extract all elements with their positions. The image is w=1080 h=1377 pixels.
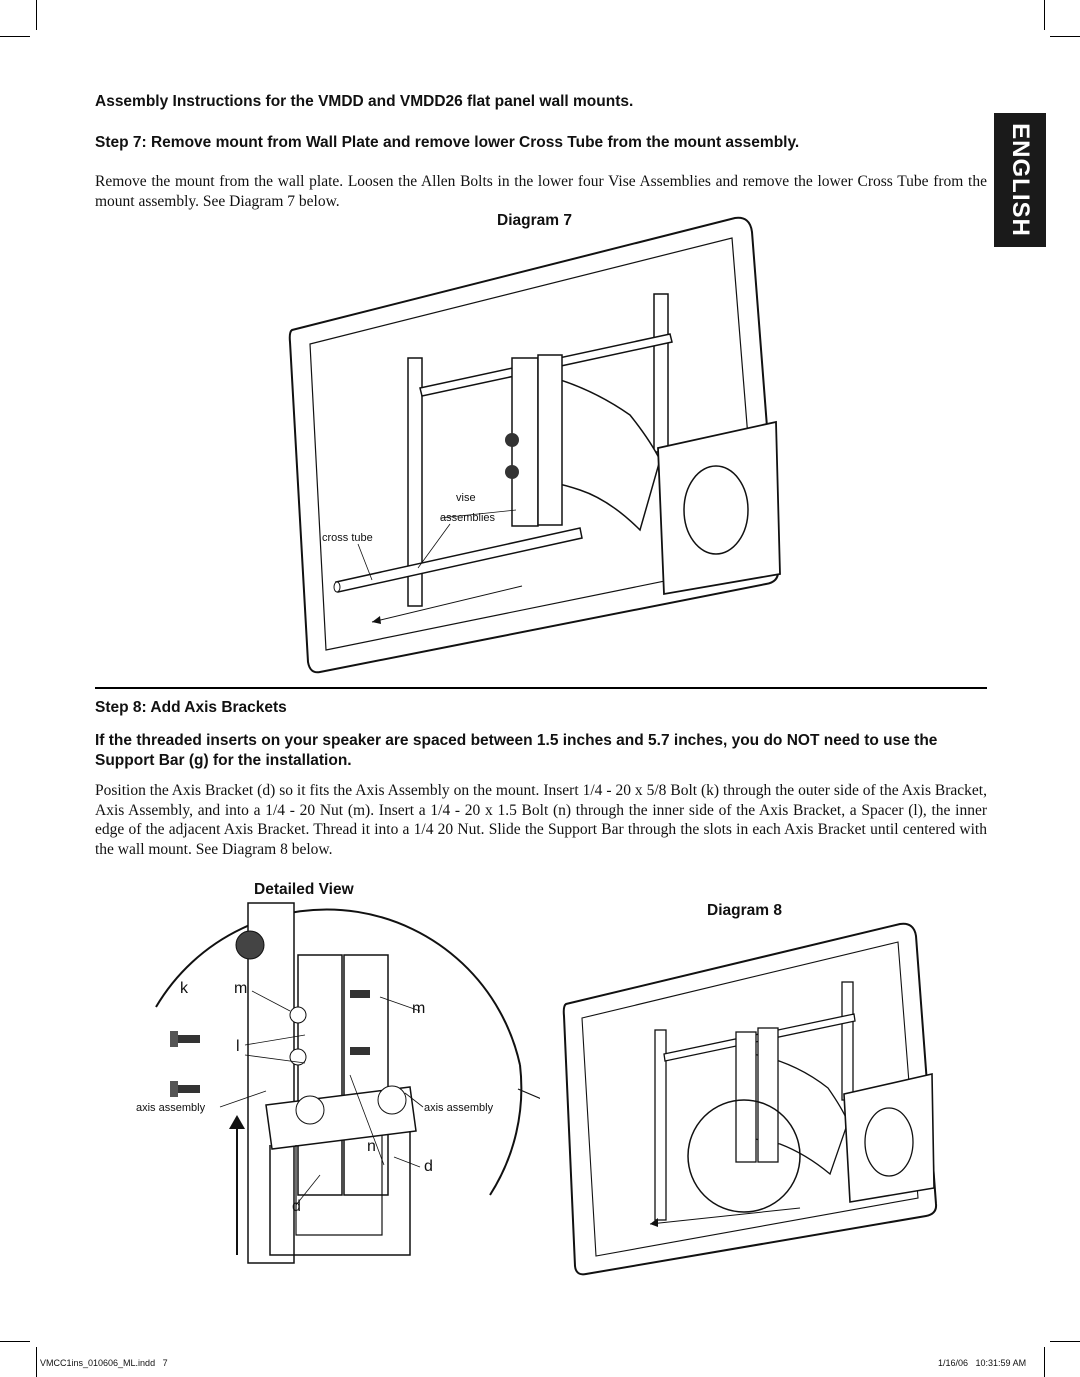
- callout-m: m: [234, 980, 248, 997]
- crop-mark: [1050, 36, 1080, 37]
- right-rail: [654, 294, 668, 452]
- label-assemblies: assemblies: [440, 512, 496, 524]
- language-tab-label: ENGLISH: [1007, 123, 1034, 237]
- detailed-view-title: Detailed View: [254, 881, 354, 898]
- label-axis-assembly-right: axis assembly: [424, 1102, 494, 1114]
- crop-mark: [1050, 1341, 1080, 1342]
- diagram8-illustration: [560, 918, 950, 1288]
- step8-notice: If the threaded inserts on your speaker are spaced between 1.5 inches and 5.7 inches, you do NOT need to use the Support Bar (g) for the installation.: [95, 732, 938, 769]
- diagram7-illustration: [280, 210, 800, 690]
- crop-mark: [0, 1341, 30, 1342]
- label-cross-tube: cross tube: [322, 532, 373, 544]
- section-divider: [95, 687, 987, 689]
- footer-filename: VMCC1ins_010606_ML.indd 7: [40, 1358, 168, 1368]
- bolt-n: [170, 1081, 200, 1097]
- crop-mark: [1044, 0, 1045, 30]
- bolt-k: [170, 1031, 200, 1047]
- document-title: Assembly Instructions for the VMDD and VMDD26 flat panel wall mounts.: [95, 93, 634, 110]
- callout-n: n: [367, 1138, 376, 1155]
- crop-mark: [0, 36, 30, 37]
- crop-mark: [36, 0, 37, 30]
- language-tab: [994, 113, 1046, 247]
- callout-m: m: [412, 1000, 426, 1017]
- callout-k: k: [180, 980, 188, 997]
- detailed-view-illustration: [120, 895, 540, 1275]
- crop-mark: [1044, 1347, 1045, 1377]
- step8-body: Position the Axis Bracket (d) so it fits the Axis Assembly on the mount. Insert 1/4 - 20 x 5/8 Bolt (k) through the outer side of the Axis Bracket, Axis Assembly, and into a 1/4 - 20 Nut (m). Insert a 1/4 - 20 x 1.5 Bolt (n) through the inner side of the Axis Bracket, a Spacer (l), the inner edge of the adjacent Axis Bracket. Thread it into a 1/4 20 Nut. Slide the Support Bar through the slots in each Axis Bracket until centered with the wall mount. See Diagram 8 below.: [95, 782, 987, 858]
- diagram8-title: Diagram 8: [707, 902, 782, 919]
- label-vise: vise: [456, 492, 476, 504]
- footer-timestamp: 1/16/06 10:31:59 AM: [938, 1358, 1027, 1368]
- right-rail: [842, 982, 853, 1100]
- step7-heading: Step 7: Remove mount from Wall Plate and remove lower Cross Tube from the mount assembly.: [95, 134, 800, 151]
- crop-mark: [36, 1347, 37, 1377]
- callout-d: d: [292, 1198, 301, 1215]
- diagram7-title: Diagram 7: [497, 212, 572, 229]
- callout-l: l: [236, 1038, 240, 1055]
- step8-heading: Step 8: Add Axis Brackets: [95, 699, 287, 716]
- step7-body: Remove the mount from the wall plate. Loosen the Allen Bolts in the lower four Vise Assemblies and remove the lower Cross Tube from the mount assembly. See Diagram 7 below.: [95, 173, 987, 210]
- callout-d: d: [424, 1158, 433, 1175]
- label-axis-assembly-left: axis assembly: [136, 1102, 206, 1114]
